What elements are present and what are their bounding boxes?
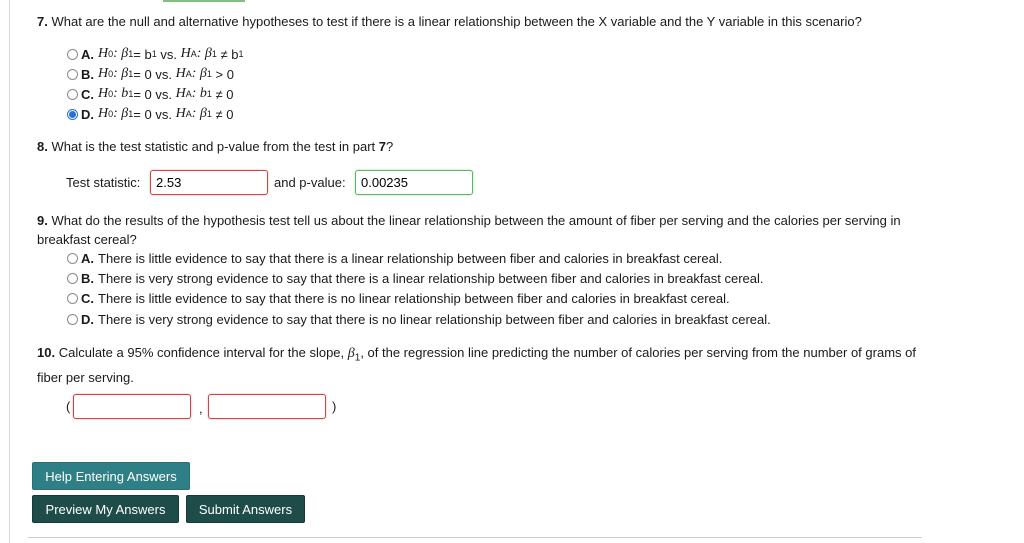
q7-option-letter: A. — [81, 46, 94, 62]
q9-option-text: There is very strong evidence to say that there is no linear relationship between fiber and calories in breakfast cereal. — [98, 311, 771, 327]
q7-ha-value: ≠ b — [216, 46, 239, 62]
q7-ha-param: : β — [191, 66, 207, 81]
q7-h0-param-sub: 1 — [128, 89, 134, 99]
q8-prompt — [37, 137, 393, 156]
q7-vs: vs. — [151, 66, 176, 82]
q7-h0-value: = 0 — [133, 66, 152, 82]
q9-radio-2[interactable] — [67, 293, 78, 304]
q7-ha-param-sub: 1 — [206, 109, 212, 119]
q9-radio-3[interactable] — [67, 314, 78, 325]
q9-option-2[interactable] — [67, 289, 730, 307]
q7-radio-0[interactable] — [67, 49, 78, 60]
q7-h0: H — [98, 46, 109, 61]
q7-radio-1[interactable] — [67, 69, 78, 80]
q10-beta: β — [347, 346, 355, 361]
q7-ha-sub: A — [190, 49, 197, 59]
test-statistic-input[interactable] — [150, 170, 268, 195]
q7-option-letter: C. — [81, 86, 94, 102]
q7-number: 7. — [37, 14, 48, 29]
q7-ha-sub: A — [185, 109, 192, 119]
ci-comma: , — [199, 401, 203, 416]
q9-radio-0[interactable] — [67, 253, 78, 264]
ci-open-paren: ( — [66, 399, 71, 414]
left-border — [9, 0, 10, 543]
q7-ha: H — [175, 86, 186, 101]
q7-option-1[interactable] — [67, 65, 234, 83]
q7-ha-sub: A — [185, 89, 192, 99]
q7-h0-param: : β — [113, 66, 129, 81]
q7-vs: vs. — [151, 106, 176, 122]
q7-h0-sub: 0 — [108, 69, 114, 79]
q9-option-1[interactable] — [67, 269, 764, 287]
q8-text-post: ? — [386, 139, 394, 154]
q10-number: 10. — [37, 345, 56, 360]
q7-ha: H — [180, 46, 191, 61]
q9-option-letter: D. — [81, 311, 94, 327]
q10-beta-sub: 1 — [354, 352, 361, 364]
q7-ha-value: ≠ 0 — [211, 86, 234, 102]
q7-h0-param: : β — [113, 46, 129, 61]
q9-text: What do the results of the hypothesis test tell us about the linear relationship between the amount of fiber per serving and the calories per serving in breakfast cereal? — [37, 213, 901, 247]
q7-vs: vs. — [156, 46, 181, 62]
q10-text-pre: Calculate a 95% confidence interval for the slope, — [58, 345, 348, 360]
q7-h0-param: : b — [113, 86, 129, 101]
ci-close-paren: ) — [332, 399, 337, 414]
q8-number: 8. — [37, 139, 48, 154]
help-entering-answers-button[interactable]: Help Entering Answers — [32, 462, 190, 490]
ci-lower-input[interactable] — [73, 394, 191, 419]
q8-part-ref: 7 — [378, 139, 387, 154]
q10-text-post: , of the regression line predicting the number of calories per serving from the number of grams of fiber per serving. — [37, 345, 916, 385]
q7-h0-value: = 0 — [133, 86, 152, 102]
q8-text-pre: What is the test statistic and p-value from the test in part — [51, 139, 379, 154]
q9-option-letter: C. — [81, 290, 94, 306]
q7-h0-sub: 0 — [108, 49, 114, 59]
q7-ha-param: : β — [191, 106, 207, 121]
q7-ha: H — [175, 66, 186, 81]
q7-h0-value: = 0 — [133, 106, 152, 122]
q7-option-3[interactable] — [67, 105, 233, 123]
q7-option-letter: D. — [81, 106, 94, 122]
pvalue-input[interactable] — [355, 170, 473, 195]
q7-h0-param-sub: 1 — [128, 69, 134, 79]
q10-prompt — [37, 343, 917, 387]
q7-h0-value: = b — [133, 46, 152, 62]
q7-ha-sub: A — [185, 69, 192, 79]
q7-h0-sub: 0 — [108, 89, 114, 99]
q7-h0-sub: 0 — [108, 109, 114, 119]
q9-option-text: There is little evidence to say that there is no linear relationship between fiber and calories in breakfast cereal. — [98, 290, 730, 306]
q7-h0: H — [98, 106, 109, 121]
q7-option-2[interactable] — [67, 85, 234, 103]
q9-number: 9. — [37, 213, 48, 228]
q7-radio-3[interactable] — [67, 109, 78, 120]
q7-h0: H — [98, 66, 109, 81]
q7-h0-param-sub: 1 — [128, 49, 134, 59]
q7-text: What are the null and alternative hypotheses to test if there is a linear relationship between the X variable and the Y variable in this scenario? — [51, 14, 862, 29]
q7-h0-param: : β — [113, 106, 129, 121]
q7-ha-param: : b — [191, 86, 207, 101]
q7-h0-value-sub: 1 — [151, 49, 157, 59]
q7-option-letter: B. — [81, 66, 94, 82]
q7-ha: H — [175, 106, 186, 121]
q7-h0-param-sub: 1 — [128, 109, 134, 119]
q7-vs: vs. — [151, 86, 176, 102]
q9-option-text: There is very strong evidence to say that there is a linear relationship between fiber and calories in breakfast cereal. — [98, 270, 764, 286]
submit-answers-button[interactable]: Submit Answers — [186, 495, 305, 523]
q7-ha-value: > 0 — [211, 66, 234, 82]
top-accent — [163, 0, 245, 2]
q7-ha-value: ≠ 0 — [211, 106, 234, 122]
preview-answers-button[interactable]: Preview My Answers — [32, 495, 179, 523]
q7-ha-param: : β — [196, 46, 212, 61]
q9-radio-1[interactable] — [67, 273, 78, 284]
q9-prompt — [37, 211, 917, 249]
q9-option-text: There is little evidence to say that there is a linear relationship between fiber and calories in breakfast cereal. — [98, 250, 723, 266]
q9-option-0[interactable] — [67, 249, 722, 267]
q9-option-3[interactable] — [67, 310, 771, 328]
q7-h0: H — [98, 86, 109, 101]
test-statistic-label: Test statistic: — [66, 175, 141, 190]
q7-prompt — [37, 12, 997, 31]
q7-radio-2[interactable] — [67, 89, 78, 100]
bottom-divider — [28, 537, 922, 538]
q7-option-0[interactable] — [67, 45, 244, 63]
q7-ha-param-sub: 1 — [206, 69, 212, 79]
q7-ha-param-sub: 1 — [206, 89, 212, 99]
q7-ha-value-sub: 1 — [238, 49, 244, 59]
q7-ha-param-sub: 1 — [211, 49, 217, 59]
ci-upper-input[interactable] — [208, 394, 326, 419]
pvalue-label: and p-value: — [274, 175, 346, 190]
q9-option-letter: B. — [81, 270, 94, 286]
q9-option-letter: A. — [81, 250, 94, 266]
